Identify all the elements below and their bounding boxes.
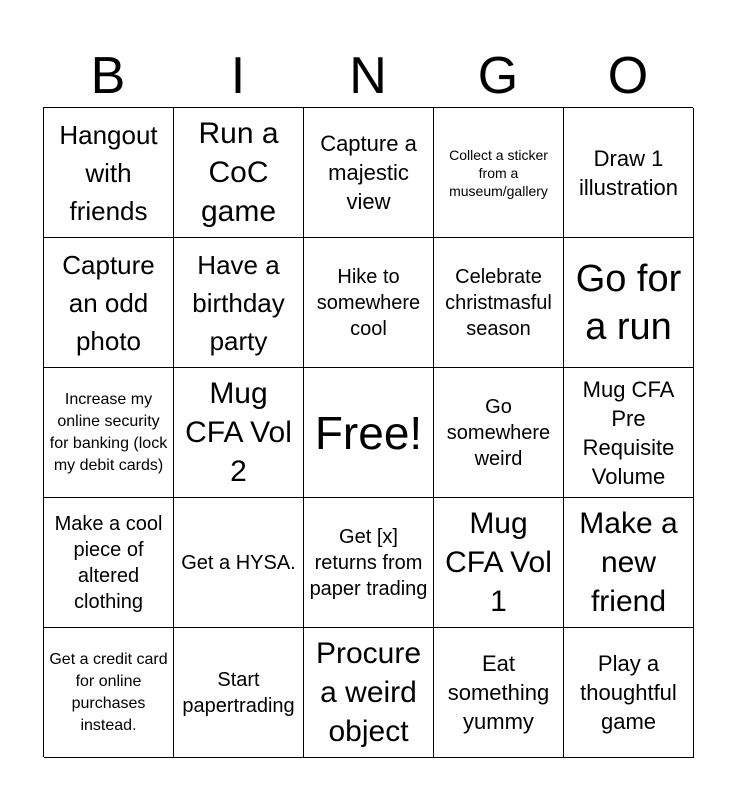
free-cell[interactable] bbox=[304, 368, 434, 498]
bingo-cell[interactable] bbox=[174, 368, 304, 498]
cell-text: Go somewhere weird bbox=[446, 395, 551, 470]
bingo-cell[interactable] bbox=[434, 498, 564, 628]
bingo-cell[interactable] bbox=[304, 238, 434, 368]
cell-text: Mug CFA Vol 1 bbox=[445, 507, 552, 618]
bingo-cell[interactable] bbox=[44, 498, 174, 628]
header-letter-b: B bbox=[90, 47, 126, 105]
header-letter-n: N bbox=[349, 47, 387, 105]
bingo-cell[interactable] bbox=[174, 238, 304, 368]
bingo-cell[interactable] bbox=[304, 498, 434, 628]
cell-text: Collect a sticker from a museum/gallery bbox=[449, 146, 548, 199]
bingo-cell[interactable] bbox=[434, 108, 564, 238]
cell-text: Free! bbox=[314, 406, 423, 459]
cell-text: Have a birthday party bbox=[192, 249, 285, 356]
bingo-cell[interactable] bbox=[564, 108, 694, 238]
cell-text: Start papertrading bbox=[182, 668, 295, 717]
bingo-cell[interactable] bbox=[304, 628, 434, 758]
bingo-cell[interactable] bbox=[174, 628, 304, 758]
bingo-cell[interactable] bbox=[434, 628, 564, 758]
bingo-cell[interactable] bbox=[44, 238, 174, 368]
bingo-cell[interactable] bbox=[44, 628, 174, 758]
cell-text: Play a thoughtful game bbox=[580, 651, 677, 734]
cell-text: Make a new friend bbox=[579, 507, 678, 618]
cell-text: Celebrate christmasful season bbox=[445, 265, 552, 340]
header-letter-g: G bbox=[477, 47, 519, 105]
bingo-cell[interactable] bbox=[44, 108, 174, 238]
cell-text: Get a HYSA. bbox=[181, 551, 296, 574]
bingo-header bbox=[43, 44, 693, 108]
bingo-cell[interactable] bbox=[174, 498, 304, 628]
cell-text: Capture an odd photo bbox=[62, 249, 155, 356]
bingo-cell[interactable] bbox=[564, 238, 694, 368]
bingo-cell[interactable] bbox=[44, 368, 174, 498]
cell-text: Increase my online security for banking (lock my debit cards) bbox=[49, 390, 168, 474]
cell-text: Hangout with friends bbox=[59, 119, 158, 226]
cell-text: Run a CoC game bbox=[198, 117, 279, 228]
cell-text: Hike to somewhere cool bbox=[316, 265, 421, 340]
cell-text: Eat something yummy bbox=[447, 651, 550, 734]
header-letter-i: I bbox=[230, 47, 246, 105]
cell-text: Make a cool piece of altered clothing bbox=[54, 512, 163, 613]
header-letter-o: O bbox=[607, 47, 649, 105]
cell-text: Mug CFA Pre Requisite Volume bbox=[582, 376, 675, 489]
cell-text: Mug CFA Vol 2 bbox=[185, 377, 292, 488]
bingo-cell[interactable] bbox=[434, 368, 564, 498]
bingo-cell[interactable] bbox=[434, 238, 564, 368]
bingo-cell[interactable] bbox=[564, 628, 694, 758]
cell-text: Get [x] returns from paper trading bbox=[309, 525, 428, 600]
cell-text: Capture a majestic view bbox=[320, 131, 417, 214]
cell-text: Get a credit card for online purchases instead. bbox=[49, 650, 168, 734]
bingo-cell[interactable] bbox=[304, 108, 434, 238]
bingo-cell[interactable] bbox=[174, 108, 304, 238]
cell-text: Procure a weird object bbox=[315, 637, 422, 748]
cell-text: Draw 1 illustration bbox=[578, 145, 679, 200]
cell-text: Go for a run bbox=[575, 257, 682, 348]
bingo-cell[interactable] bbox=[564, 368, 694, 498]
bingo-board bbox=[43, 107, 693, 757]
bingo-cell[interactable] bbox=[564, 498, 694, 628]
